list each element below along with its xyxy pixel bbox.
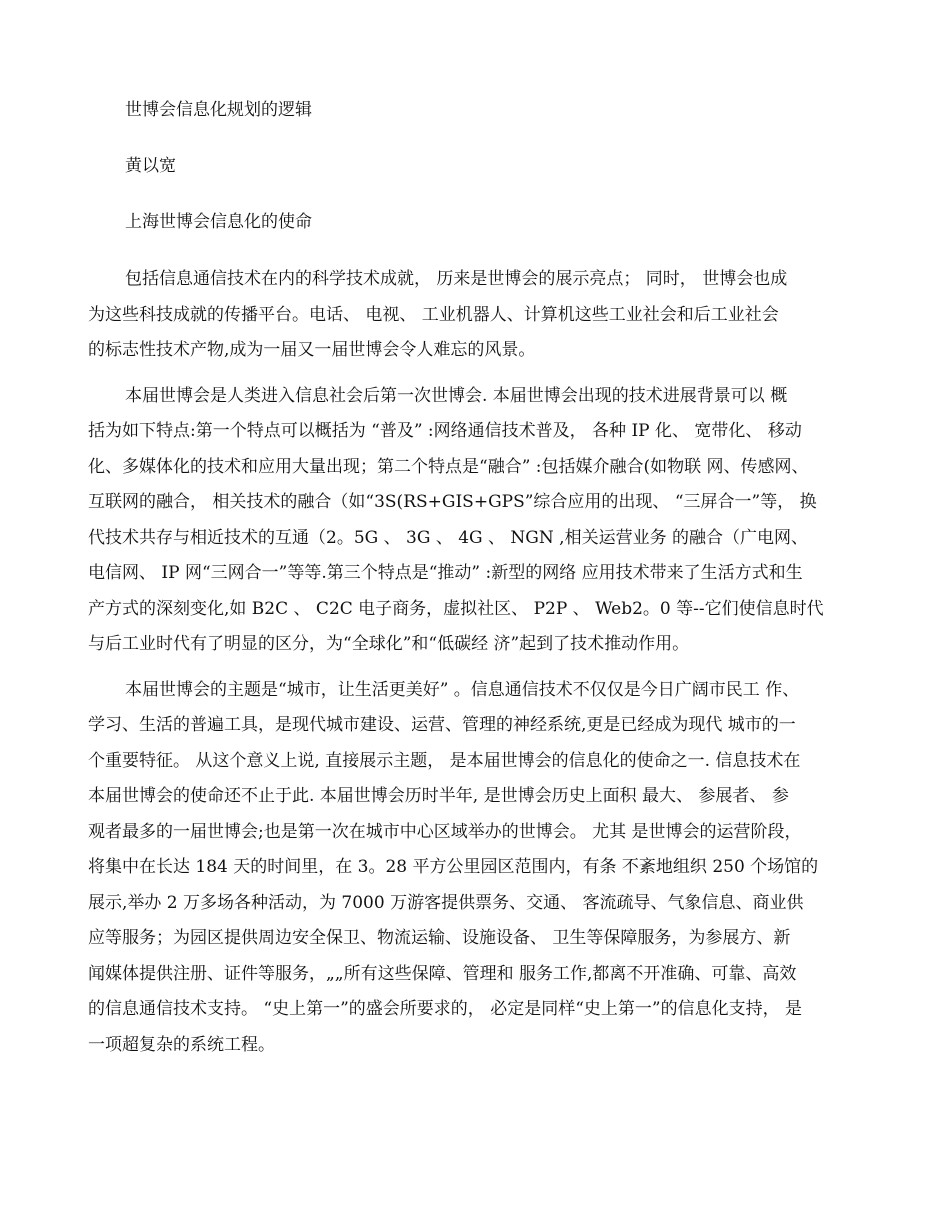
paragraph-line: 个重要特征。 从这个意义上说, 直接展示主题， 是本届世博会的信息化的使命之一. 信息技术在 [88,750,801,771]
paragraph-line: 的信息通信技术支持。 “史上第一”的盛会所要求的， 必定是同样“史上第一”的信息化支持， 是 [88,999,802,1019]
document-author: 黄以宽 [125,156,176,176]
document-title: 世博会信息化规划的逻辑 [125,100,312,120]
paragraph-line: 为这些科技成就的传播平台。电话、 电视、 工业机器人、计算机这些工业社会和后工业社会 [88,304,779,325]
paragraph-line: 的标志性技术产物,成为一届又一届世博会令人难忘的风景。 [88,340,536,360]
paragraph-line: 电信网、 IP 网“三网合一”等等.第三个特点是“推动” :新型的网络 应用技术带来了生活方式和生 [88,563,803,583]
paragraph-line: 产方式的深刻变化,如 B2C 、 C2C 电子商务，虚拟社区、 P2P 、 Web2。0 等--它们使信息时代 [88,598,824,619]
paragraph-line: 化、多媒体化的技术和应用大量出现；第二个特点是“融合” :包括媒介融合(如物联 网、传感网、 [88,456,809,477]
paragraph-line: 应等服务；为园区提供周边安全保卫、物流运输、设施设备、 卫生等保障服务，为参展方、新 [88,928,791,948]
paragraph-line: 本届世博会是人类进入信息社会后第一次世博会. 本届世博会出现的技术进展背景可以 概 [125,385,788,406]
body-paragraph [88,379,862,663]
paragraph-line: 展示,举办 2 万多场各种活动，为 7000 万游客提供票务、交通、 客流疏导、气象信息、商业供 [88,892,804,913]
paragraph-line: 代技术共存与相近技术的互通（2。5G 、 3G 、 4G 、 NGN ,相关运营业务 的融合（广电网、 [88,527,808,548]
paragraph-line: 闻媒体提供注册、证件等服务，„„所有这些保障、管理和 服务工作,都离不开准确、可靠、高效 [88,963,797,984]
section-heading: 上海世博会信息化的使命 [125,212,312,232]
paragraph-line: 本届世博会的使命还不止于此. 本届世博会历时半年, 是世博会历史上面积 最大、 参展者、 参 [88,786,789,806]
paragraph-line: 一项超复杂的系统工程。 [88,1034,275,1055]
paragraph-line: 互联网的融合， 相关技术的融合（如“3S(RS+GIS+GPS”综合应用的出现、 “三屏合一”等， 换 [88,492,817,512]
paragraph-line: 包括信息通信技术在内的科学技术成就， 历来是世博会的展示亮点； 同时， 世博会也成 [125,269,788,289]
body-paragraph [88,262,862,369]
paragraph-line: 学习、生活的普遍工具，是现代城市建设、运营、管理的神经系统,更是已经成为现代 城市的一 [88,715,796,735]
paragraph-line: 括为如下特点:第一个特点可以概括为 “普及” :网络通信技术普及， 各种 IP 化、 宽带化、 移动 [88,421,802,441]
body-paragraph [88,673,862,1064]
paragraph-line: 观者最多的一届世博会;也是第一次在城市中心区域举办的世博会。 尤其 是世博会的运营阶段， [88,821,802,842]
paragraph-line: 将集中在长达 184 天的时间里，在 3。28 平方公里园区范围内，有条 不紊地组织 250 个场馆的 [88,857,819,877]
paragraph-line: 本届世博会的主题是“城市，让生活更美好” 。信息通信技术不仅仅是今日广阔市民工 作、 [125,679,800,700]
paragraph-line: 与后工业时代有了明显的区分，为“全球化”和“低碳经 济”起到了技术推动作用。 [88,634,690,654]
body-text [88,262,862,1063]
